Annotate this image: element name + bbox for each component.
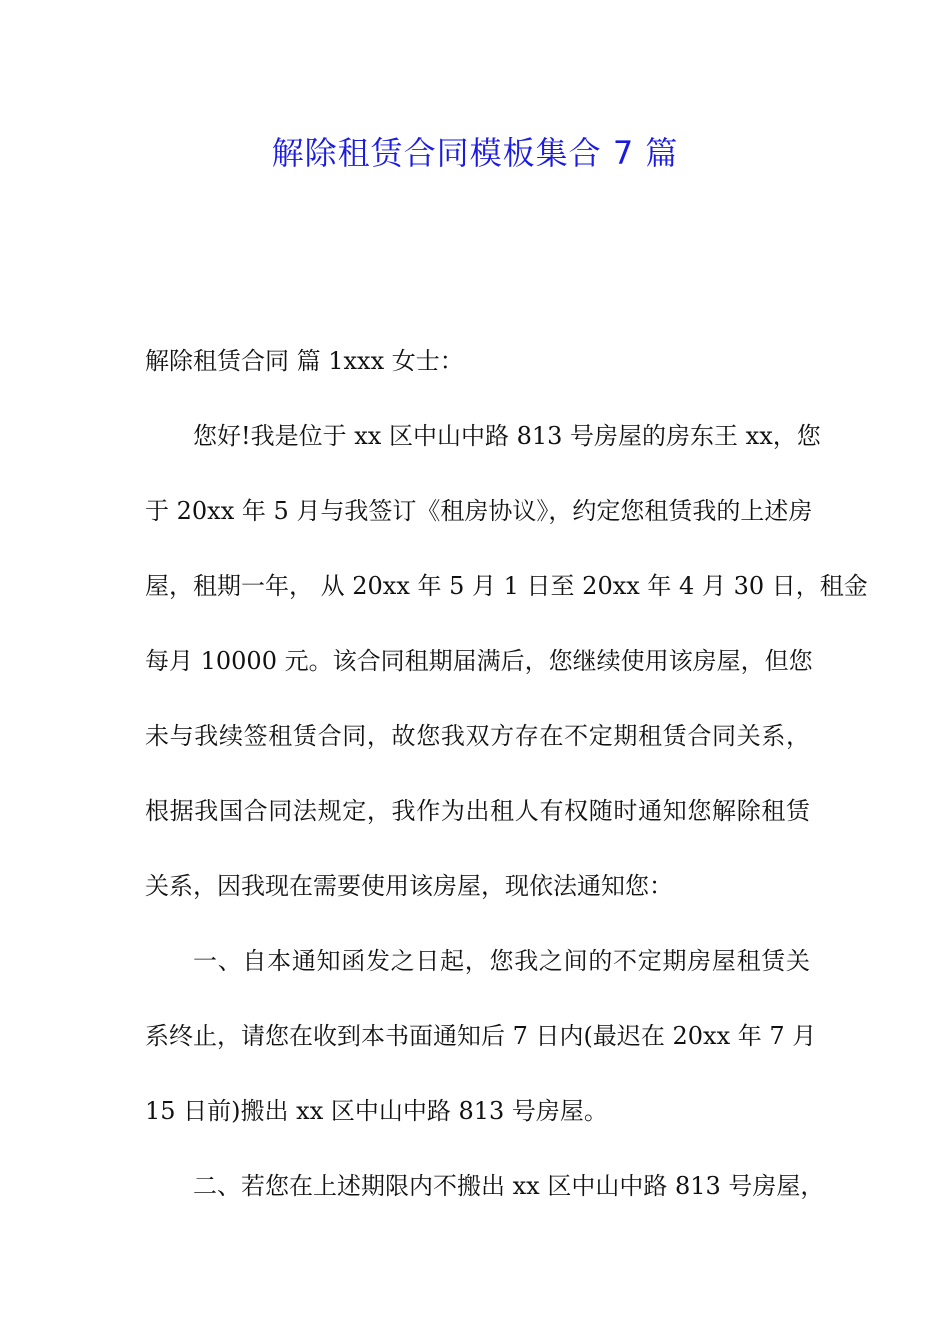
paragraph-line: 关系，因我现在需要使用该房屋，现依法通知您： — [145, 872, 673, 900]
paragraph-line: 每月 10000 元。该合同租期届满后，您继续使用该房屋，但您 — [145, 647, 813, 675]
document-body — [145, 336, 868, 1236]
document-title: 解除租赁合同模板集合 7 篇 — [271, 134, 679, 172]
salutation-line: 解除租赁合同 篇 1xxx 女士： — [145, 347, 464, 375]
clause-one-line: 系终止，请您在收到本书面通知后 7 日内(最迟在 20xx 年 7 月 — [145, 1022, 817, 1050]
paragraph-line: 您好!我是位于 xx 区中山中路 813 号房屋的房东王 xx，您 — [193, 422, 821, 450]
paragraph-line: 于 20xx 年 5 月与我签订《租房协议》，约定您租赁我的上述房 — [145, 497, 813, 525]
paragraph-line: 根据我国合同法规定，我作为出租人有权随时通知您解除租赁 — [145, 797, 810, 825]
paragraph-line: 未与我续签租赁合同，故您我双方存在不定期租赁合同关系， — [145, 722, 810, 750]
clause-two-line: 二、若您在上述期限内不搬出 xx 区中山中路 813 号房屋， — [193, 1172, 825, 1200]
paragraph-line: 屋，租期一年， 从 20xx 年 5 月 1 日至 20xx 年 4 月 30 日，租金 — [145, 572, 868, 600]
clause-one-line: 15 日前)搬出 xx 区中山中路 813 号房屋。 — [145, 1097, 608, 1125]
clause-one-line: 一、自本通知函发之日起，您我之间的不定期房屋租赁关 — [193, 947, 810, 975]
